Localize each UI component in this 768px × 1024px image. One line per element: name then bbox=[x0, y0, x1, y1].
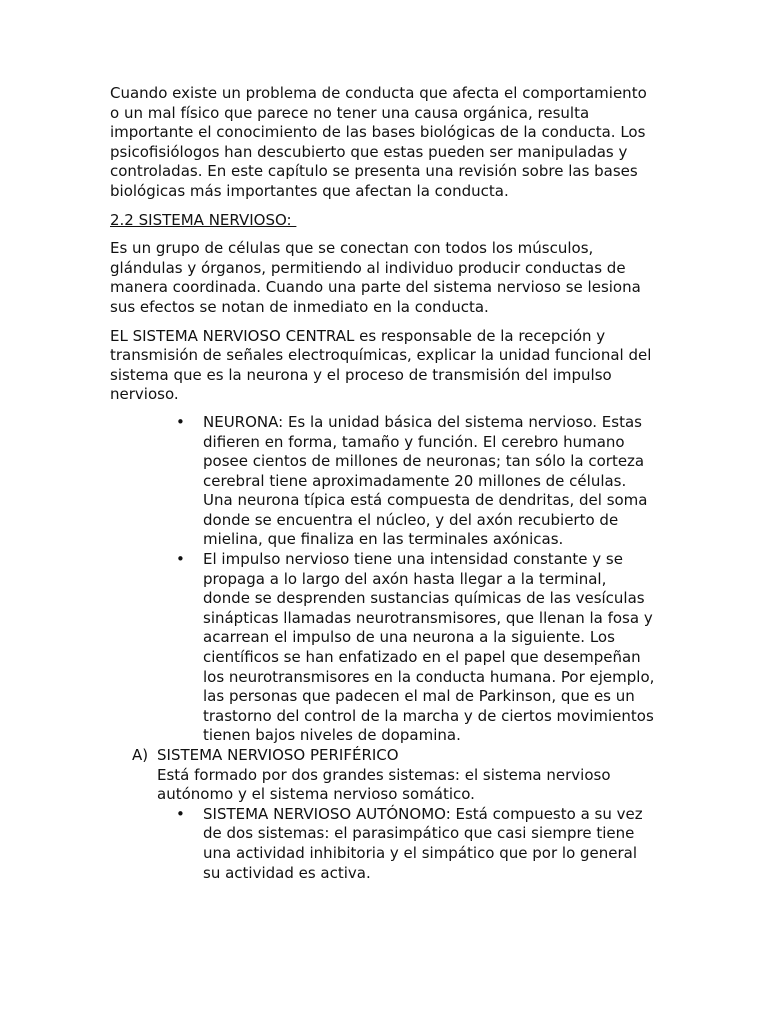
list-item bbox=[110, 413, 658, 550]
central-nervous-system-paragraph: EL SISTEMA NERVIOSO CENTRAL es responsable de la recepción y transmisión de señales electroquímicas, explicar la unidad funcional del sistema que es la neurona y el proceso de transmisión del impulso nervioso. bbox=[110, 326, 652, 404]
intro-paragraph: Cuando existe un problema de conducta que afecta el comportamiento o un mal físico que parece no tener una causa orgánica, resulta importante el conocimiento de las bases biológicas de la conducta. Los psicofisiólogos han descubierto que estas pueden ser manipuladas y controladas. En este capítulo se presenta una revisión sobre las bases biológicas más importantes que afectan la conducta. bbox=[110, 84, 647, 200]
section-title-text: SISTEMA NERVIOSO PERIFÉRICO bbox=[157, 746, 399, 764]
bullet-text: El impulso nervioso tiene una intensidad constante y se propaga a lo largo del axón hasta llegar a la terminal, donde se desprenden sustancias químicas de las vesículas sinápticas llamadas neurotransmisores, que llenan la fosa y acarrean el impulso de una neurona a la siguiente. Los científicos se han enfatizado en el papel que desempeñan los neurotransmisores en la conducta humana. Por ejemplo, las personas que padecen el mal de Parkinson, que es un trastorno del control de la marcha y de ciertos movimientos tienen bajos niveles de dopamina. bbox=[203, 550, 655, 745]
bullet-text: NEURONA: Es la unidad básica del sistema nervioso. Estas difieren en forma, tamaño y función. El cerebro humano posee cientos de millones de neuronas; tan sólo la corteza cerebral tiene aproximadamente 20 millones de células. Una neurona típica está compuesta de dendritas, del soma donde se encuentra el núcleo, y del axón recubierto de mielina, que finaliza en las terminales axónicas. bbox=[203, 412, 648, 549]
list-item bbox=[110, 805, 658, 883]
section-marker: A) bbox=[132, 746, 149, 764]
peripheral-section-body: Está formado por dos grandes sistemas: el sistema nervioso autónomo y el sistema nervioso somático. bbox=[157, 765, 611, 804]
document-body bbox=[110, 84, 658, 883]
neuron-bullet-list bbox=[110, 413, 658, 746]
bullet-text: SISTEMA NERVIOSO AUTÓNOMO: Está compuesto a su vez de dos sistemas: el parasimpático que casi siempre tiene una actividad inhibitoria y el simpático que por lo general su actividad es activa. bbox=[203, 804, 643, 882]
bullet-icon: • bbox=[176, 550, 185, 569]
peripheral-section-title bbox=[110, 746, 658, 766]
definition-paragraph: Es un grupo de células que se conectan con todos los músculos, glándulas y órganos, permitiendo al individuo producir conductas de manera coordinada. Cuando una parte del sistema nervioso se lesiona sus efectos se notan de inmediato en la conducta. bbox=[110, 239, 641, 316]
section-heading: 2.2 SISTEMA NERVIOSO: bbox=[110, 210, 297, 229]
peripheral-bullet-list bbox=[110, 805, 658, 883]
bullet-icon: • bbox=[176, 412, 185, 431]
list-item bbox=[110, 550, 658, 746]
bullet-icon: • bbox=[176, 804, 185, 823]
